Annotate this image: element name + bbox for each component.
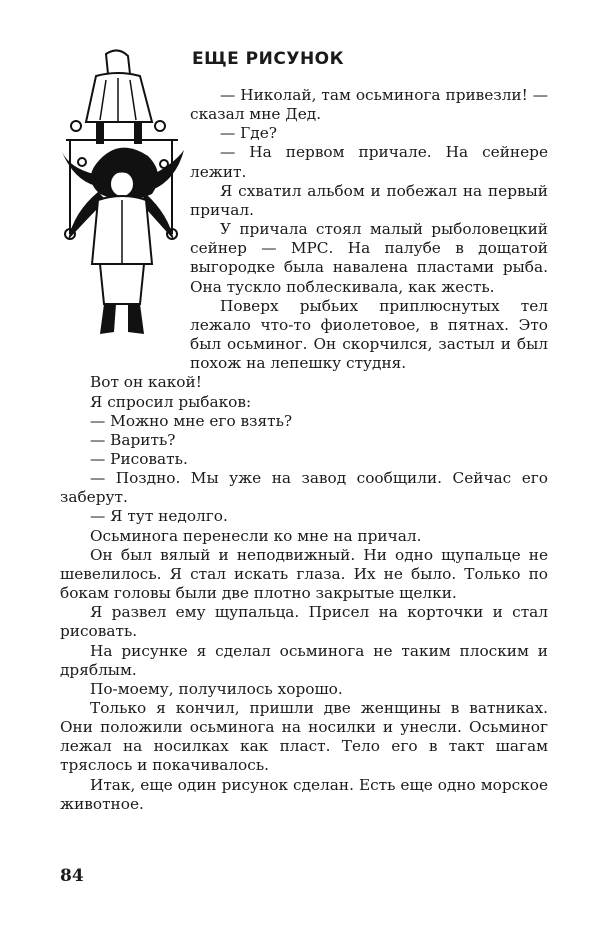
paragraph: — Я тут недолго.: [90, 507, 228, 526]
paragraph: Я спросил рыбаков:: [90, 392, 252, 411]
paragraph: Только я кончил, пришли две женщины в ватниках. Они положили осьминога на носилки и унесли. Осьминог лежал на носилках как пласт. Тело его в такт шагам тряслось и покачивалось.: [60, 699, 548, 775]
paragraph: Поверх рыбьих приплюснутых тел лежало что-то фиолетовое, в пятнах. Это был осьминог. Он скорчился, застыл и был похож на лепешку студня.: [190, 296, 548, 373]
chapter-title: ЕЩЕ РИСУНОК: [192, 49, 345, 69]
paragraph: — Можно мне его взять?: [90, 411, 293, 430]
paragraph: Он был вялый и неподвижный. Ни одно щупальце не шевелилось. Я стал искать глаза. Их не было. Только по бокам головы были две плотно закрытые щелки.: [60, 545, 548, 603]
body-text: [60, 86, 548, 814]
paragraph: По-моему, получилось хорошо.: [90, 679, 343, 698]
paragraph: Я развел ему щупальца. Присел на корточки и стал рисовать.: [60, 603, 548, 641]
page-number: 84: [60, 866, 84, 886]
paragraph: Я схватил альбом и побежал на первый причал.: [190, 181, 548, 219]
paragraph: Итак, еще один рисунок сделан. Есть еще одно морское животное.: [60, 775, 548, 813]
paragraph: У причала стоял малый рыболовецкий сейнер — МРС. На палубе в дощатой выгородке была навалена пластами рыба. Она тускло поблескивала, как жесть.: [190, 220, 548, 296]
paragraph: На рисунке я сделал осьминога не таким плоским и дряблым.: [60, 641, 548, 679]
paragraph: Вот он какой!: [90, 373, 202, 392]
paragraph: — Варить?: [90, 430, 176, 449]
paragraph: — Поздно. Мы уже на завод сообщили. Сейчас его заберут.: [60, 469, 548, 507]
paragraph: — Рисовать.: [90, 449, 188, 468]
paragraph: — Где?: [220, 124, 277, 143]
paragraph: — На первом причале. На сейнере лежит.: [190, 143, 548, 181]
paragraph: — Николай, там осьминога привезли! — сказал мне Дед.: [190, 86, 548, 124]
paragraph: Осьминога перенесли ко мне на причал.: [90, 526, 422, 545]
